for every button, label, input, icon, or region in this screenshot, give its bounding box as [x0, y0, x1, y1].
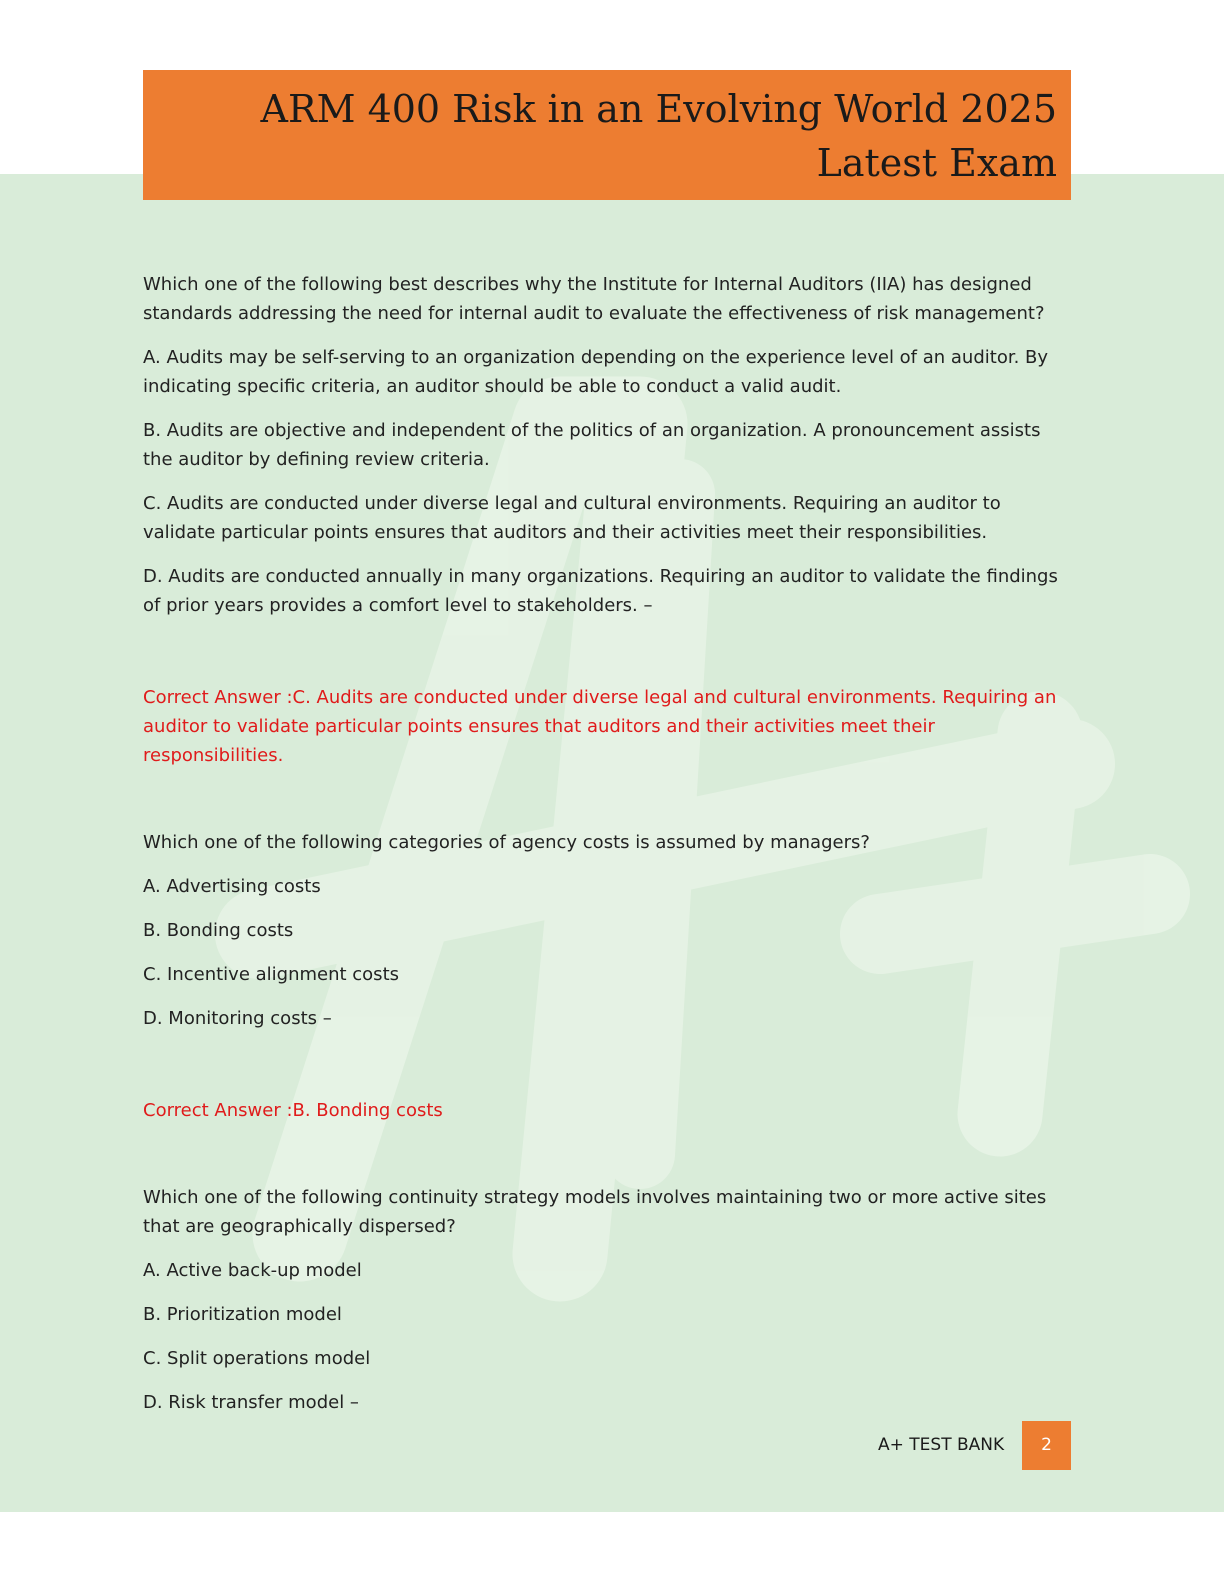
- question-content: [143, 270, 1071, 1432]
- question-block: [143, 1183, 1071, 1417]
- option-b: B. Prioritization model: [143, 1304, 342, 1325]
- option-d: D. Monitoring costs –: [143, 1008, 332, 1029]
- footer-label: A+ TEST BANK: [878, 1435, 1005, 1455]
- title-line-1: ARM 400 Risk in an Evolving World 2025: [260, 87, 1057, 131]
- correct-answer: Correct Answer :C. Audits are conducted under diverse legal and cultural environments. Requiring an auditor to validate particular points ensures that auditors and their activities meet their responsibilities.: [143, 687, 1057, 766]
- option-a: A. Active back-up model: [143, 1260, 362, 1281]
- correct-answer: Correct Answer :B. Bonding costs: [143, 1100, 443, 1121]
- option-d: D. Audits are conducted annually in many organizations. Requiring an auditor to validate the findings of prior years provides a comfort level to stakeholders. –: [143, 566, 1058, 616]
- title-line-2: Latest Exam: [816, 141, 1057, 185]
- question-text: Which one of the following continuity strategy models involves maintaining two or more active sites that are geographically dispersed?: [143, 1187, 1047, 1237]
- option-a: A. Audits may be self-serving to an organization depending on the experience level of an auditor. By indicating specific criteria, an auditor should be able to conduct a valid audit.: [143, 347, 1049, 397]
- page-number: 2: [1022, 1421, 1071, 1470]
- question-text: Which one of the following categories of agency costs is assumed by managers?: [143, 832, 870, 853]
- option-d: D. Risk transfer model –: [143, 1392, 359, 1413]
- option-a: A. Advertising costs: [143, 876, 321, 897]
- title-banner: [143, 70, 1071, 200]
- question-text: Which one of the following best describes why the Institute for Internal Auditors (IIA) has designed standards addressing the need for internal audit to evaluate the effectiveness of risk management?: [143, 274, 1045, 324]
- option-c: C. Incentive alignment costs: [143, 964, 399, 985]
- option-c: C. Audits are conducted under diverse legal and cultural environments. Requiring an auditor to validate particular points ensures that auditors and their activities meet their responsibilities.: [143, 493, 1001, 543]
- question-block: [143, 828, 1071, 1183]
- option-b: B. Bonding costs: [143, 920, 294, 941]
- option-b: B. Audits are objective and independent of the politics of an organization. A pronouncement assists the auditor by defining review criteria.: [143, 420, 1041, 470]
- option-c: C. Split operations model: [143, 1348, 371, 1369]
- question-block: [143, 270, 1071, 828]
